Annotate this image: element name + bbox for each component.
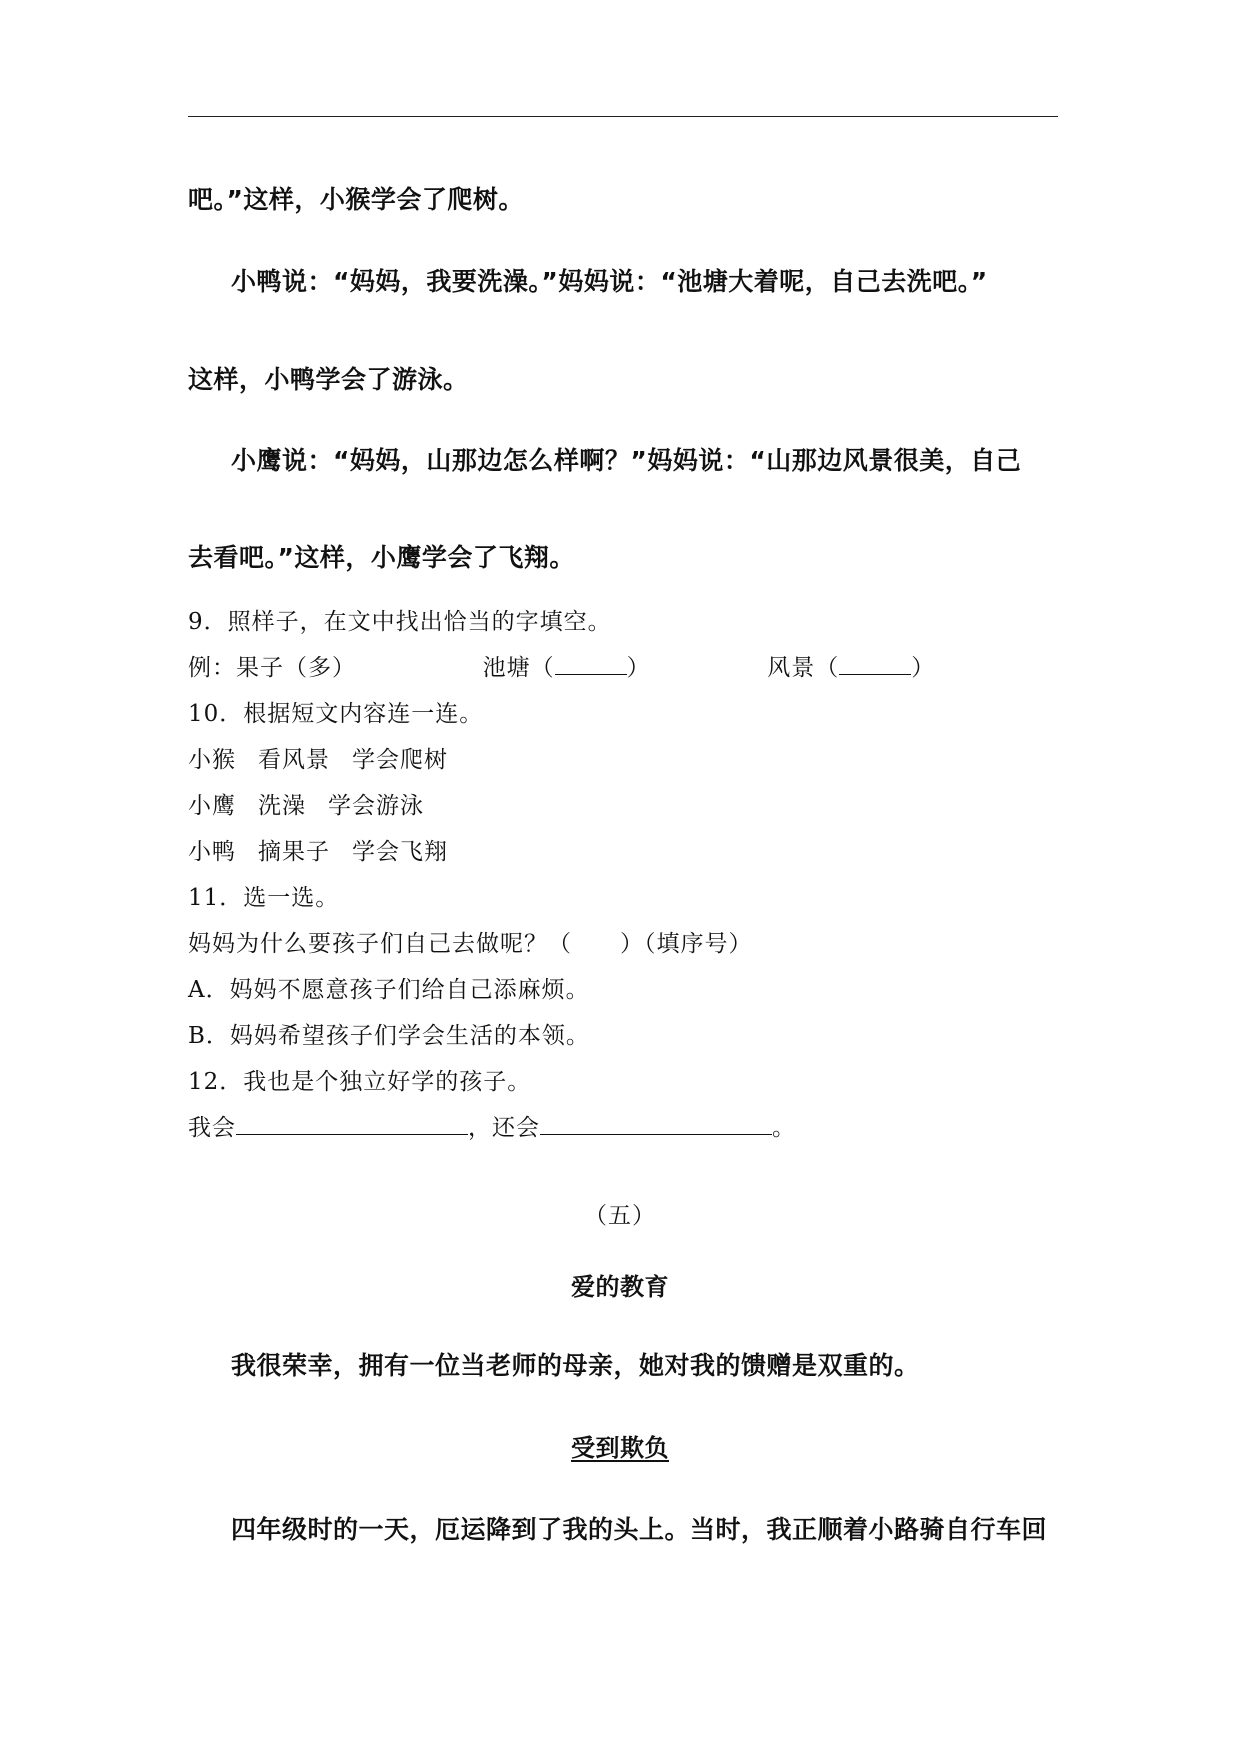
q9-blank-1[interactable] bbox=[555, 656, 627, 675]
q10-row3-animal: 小鸭 bbox=[188, 839, 236, 865]
story-line-4: 小鹰说：“妈妈，山那边怎么样啊？”妈妈说：“山那边风景很美，自己 bbox=[231, 446, 1022, 475]
q11-question: 妈妈为什么要孩子们自己去做呢？（ ）（填序号） bbox=[188, 931, 753, 957]
section-number: （五） bbox=[584, 1203, 656, 1229]
question-9-prompt: 9．照样子，在文中找出恰当的字填空。 bbox=[188, 609, 612, 635]
q12-blank-1[interactable] bbox=[236, 1116, 468, 1135]
q12-part3: 。 bbox=[772, 1115, 796, 1141]
q12-part2: ，还会 bbox=[468, 1115, 540, 1141]
q10-row1-animal: 小猴 bbox=[188, 747, 236, 773]
header-rule bbox=[188, 116, 1058, 117]
question-9-example-row bbox=[188, 649, 935, 682]
q11-option-a: A．妈妈不愿意孩子们给自己添麻烦。 bbox=[188, 977, 590, 1003]
q10-row1-action: 看风景 bbox=[258, 747, 330, 773]
q9-example: 例：果子（多） bbox=[188, 655, 356, 681]
section-paragraph-2: 四年级时的一天，厄运降到了我的头上。当时，我正顺着小路骑自行车回 bbox=[231, 1515, 1048, 1544]
q10-row-1 bbox=[188, 741, 448, 774]
q9-blank-2[interactable] bbox=[839, 656, 911, 675]
q12-fill-row bbox=[188, 1109, 796, 1142]
q10-row2-action: 洗澡 bbox=[258, 793, 306, 819]
story-line-1: 吧。”这样，小猴学会了爬树。 bbox=[188, 185, 524, 214]
question-10-prompt: 10．根据短文内容连一连。 bbox=[188, 701, 484, 727]
q9-item1-suffix: ） bbox=[626, 655, 651, 681]
q9-item1-prefix: 池塘（ bbox=[482, 655, 555, 681]
section-paragraph-1: 我很荣幸，拥有一位当老师的母亲，她对我的馈赠是双重的。 bbox=[231, 1351, 920, 1380]
q10-row2-animal: 小鹰 bbox=[188, 793, 236, 819]
question-11-prompt: 11．选一选。 bbox=[188, 885, 340, 911]
section-subtitle: 受到欺负 bbox=[571, 1434, 669, 1462]
question-12-prompt: 12．我也是个独立好学的孩子。 bbox=[188, 1069, 532, 1095]
story-line-2: 小鸭说：“妈妈，我要洗澡。”妈妈说：“池塘大着呢，自己去洗吧。” bbox=[231, 267, 988, 296]
q10-row3-action: 摘果子 bbox=[258, 839, 330, 865]
q12-part1: 我会 bbox=[188, 1115, 236, 1141]
section-title: 爱的教育 bbox=[571, 1273, 669, 1301]
q9-item2-prefix: 风景（ bbox=[767, 655, 840, 681]
story-line-5: 去看吧。”这样，小鹰学会了飞翔。 bbox=[188, 543, 575, 572]
q11-option-b: B．妈妈希望孩子们学会生活的本领。 bbox=[188, 1023, 590, 1049]
q10-row1-skill: 学会爬树 bbox=[352, 747, 448, 773]
q9-item2-suffix: ） bbox=[911, 655, 936, 681]
q10-row-3 bbox=[188, 833, 448, 866]
q10-row-2 bbox=[188, 787, 424, 820]
q10-row2-skill: 学会游泳 bbox=[328, 793, 424, 819]
q12-blank-2[interactable] bbox=[540, 1116, 772, 1135]
q10-row3-skill: 学会飞翔 bbox=[352, 839, 448, 865]
story-line-3: 这样，小鸭学会了游泳。 bbox=[188, 365, 469, 394]
